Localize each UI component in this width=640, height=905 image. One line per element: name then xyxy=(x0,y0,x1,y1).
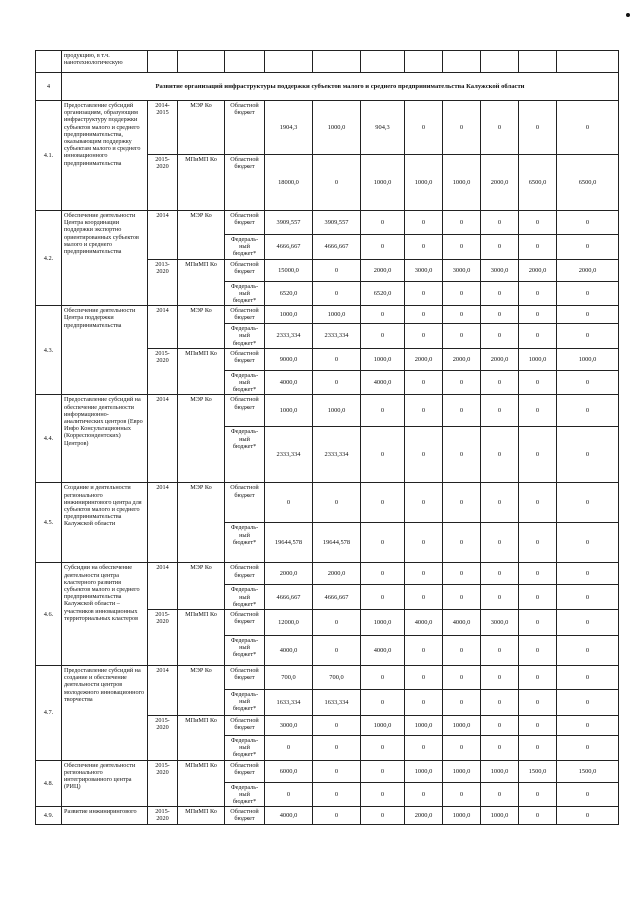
year-value-cell: 0 xyxy=(481,306,519,324)
budget-table xyxy=(35,50,619,825)
item-description: Обеспечение деятельности Центра координации поддержки экспортно ориентированных субъектов малого и среднего предпринимательства xyxy=(62,211,148,306)
year-value-cell: 0 xyxy=(361,736,405,761)
year-value-cell: 2000,0 xyxy=(481,348,519,370)
total-cell: 0 xyxy=(265,736,313,761)
executor-cell: МЭР Ко xyxy=(178,101,225,155)
funding-source-cell: Областной бюджет xyxy=(225,483,265,523)
item-description: Создание и деятельности регионального инжинирингового центра для субъектов малого и среднего предпринимательства Калужской области xyxy=(62,483,148,563)
year-value-cell: 0 xyxy=(405,483,443,523)
year-value-cell: 1000,0 xyxy=(361,610,405,636)
year-value-cell: 4000,0 xyxy=(361,636,405,666)
total-cell: 4666,667 xyxy=(265,235,313,260)
year-value-cell: 0 xyxy=(443,736,481,761)
year-value-cell: 0 xyxy=(313,807,361,824)
year-value-cell: 0 xyxy=(443,101,481,155)
period-cell: 2013-2020 xyxy=(148,259,178,306)
year-value-cell: 0 xyxy=(405,636,443,666)
year-value-cell: 1000,0 xyxy=(361,348,405,370)
year-value-cell: 3000,0 xyxy=(481,610,519,636)
year-value-cell: 0 xyxy=(481,281,519,306)
year-value-cell: 2000,0 xyxy=(481,155,519,211)
total-cell: 2333,334 xyxy=(265,427,313,483)
year-value-cell: 0 xyxy=(313,259,361,281)
year-value-cell: 0 xyxy=(519,395,557,427)
table-row xyxy=(36,563,619,585)
year-value-cell: 0 xyxy=(557,610,619,636)
funding-source-cell: Федераль-ный бюджет* xyxy=(225,636,265,666)
executor-cell: МПиМП Ко xyxy=(178,259,225,306)
period-cell: 2014 xyxy=(148,211,178,260)
year-value-cell: 0 xyxy=(557,636,619,666)
year-value-cell: 0 xyxy=(519,610,557,636)
funding-source-cell: Областной бюджет xyxy=(225,760,265,782)
period-cell: 2015-2020 xyxy=(148,716,178,761)
funding-source-cell: Федераль-ный бюджет* xyxy=(225,736,265,761)
funding-source-cell: Областной бюджет xyxy=(225,666,265,690)
year-value-cell: 0 xyxy=(443,370,481,395)
item-description: Обеспечение деятельности регионального интегрированного центра (РИЦ) xyxy=(62,760,148,807)
year-value-cell: 19644,578 xyxy=(313,523,361,563)
year-value-cell: 0 xyxy=(361,807,405,824)
year-value-cell: 0 xyxy=(481,736,519,761)
year-value-cell: 0 xyxy=(361,306,405,324)
year-value-cell: 6500,0 xyxy=(557,155,619,211)
item-description: Предоставление субсидий на обеспечение деятельности информационно-аналитических центров (Евро Инфо Консультационных (Корреспондентских) Центров) xyxy=(62,395,148,483)
executor-cell: МЭР Ко xyxy=(178,306,225,349)
year-value-cell: 0 xyxy=(519,523,557,563)
year-value-cell: 0 xyxy=(557,782,619,807)
item-number: 4.3. xyxy=(36,306,62,395)
year-value-cell: 0 xyxy=(405,427,443,483)
year-value-cell: 0 xyxy=(481,211,519,235)
year-value-cell: 0 xyxy=(557,370,619,395)
year-value-cell: 1000,0 xyxy=(443,155,481,211)
table-row-continuation xyxy=(36,51,619,73)
total-cell: 4000,0 xyxy=(265,807,313,824)
item-number: 4.4. xyxy=(36,395,62,483)
year-value-cell: 0 xyxy=(481,483,519,523)
executor-cell: МПиМП Ко xyxy=(178,610,225,666)
year-value-cell: 2333,334 xyxy=(313,324,361,349)
year-value-cell: 0 xyxy=(557,324,619,349)
year-value-cell: 0 xyxy=(519,235,557,260)
total-cell: 2333,334 xyxy=(265,324,313,349)
year-value-cell: 2000,0 xyxy=(443,348,481,370)
year-value-cell: 0 xyxy=(443,483,481,523)
year-value-cell: 0 xyxy=(519,736,557,761)
executor-cell: МЭР Ко xyxy=(178,211,225,260)
year-value-cell: 0 xyxy=(481,636,519,666)
item-description: Развитие инжинирингового xyxy=(62,807,148,824)
year-value-cell: 1000,0 xyxy=(443,760,481,782)
year-value-cell: 1500,0 xyxy=(519,760,557,782)
funding-source-cell: Областной бюджет xyxy=(225,306,265,324)
item-number: 4.2. xyxy=(36,211,62,306)
year-value-cell: 0 xyxy=(519,483,557,523)
year-value-cell: 0 xyxy=(443,523,481,563)
year-value-cell: 1000,0 xyxy=(519,348,557,370)
item-number: 4.5. xyxy=(36,483,62,563)
year-value-cell: 1000,0 xyxy=(313,395,361,427)
total-cell: 15000,0 xyxy=(265,259,313,281)
total-cell: 1000,0 xyxy=(265,306,313,324)
period-cell: 2014 xyxy=(148,395,178,483)
table-row xyxy=(36,666,619,690)
total-cell: 6000,0 xyxy=(265,760,313,782)
table-row xyxy=(36,760,619,782)
funding-source-cell: Федераль-ный бюджет* xyxy=(225,585,265,610)
year-value-cell: 0 xyxy=(313,483,361,523)
year-value-cell: 0 xyxy=(361,483,405,523)
executor-cell: МЭР Ко xyxy=(178,483,225,563)
year-value-cell: 2000,0 xyxy=(519,259,557,281)
year-value-cell: 0 xyxy=(519,324,557,349)
total-cell: 700,0 xyxy=(265,666,313,690)
year-value-cell: 0 xyxy=(313,760,361,782)
year-value-cell: 0 xyxy=(557,427,619,483)
funding-source-cell: Областной бюджет xyxy=(225,259,265,281)
year-value-cell: 1000,0 xyxy=(361,155,405,211)
year-value-cell: 1000,0 xyxy=(313,306,361,324)
year-value-cell: 6520,0 xyxy=(361,281,405,306)
year-value-cell: 0 xyxy=(443,395,481,427)
executor-cell: МПиМП Ко xyxy=(178,807,225,824)
year-value-cell: 0 xyxy=(313,636,361,666)
year-value-cell: 1500,0 xyxy=(557,760,619,782)
funding-source-cell: Областной бюджет xyxy=(225,807,265,824)
table-row xyxy=(36,395,619,427)
item-number: 4.8. xyxy=(36,760,62,807)
executor-cell: МПиМП Ко xyxy=(178,348,225,395)
year-value-cell: 0 xyxy=(557,483,619,523)
year-value-cell: 2333,334 xyxy=(313,427,361,483)
year-value-cell: 0 xyxy=(443,235,481,260)
year-value-cell: 0 xyxy=(557,736,619,761)
total-cell: 18000,0 xyxy=(265,155,313,211)
year-value-cell: 1000,0 xyxy=(481,760,519,782)
funding-source-cell: Областной бюджет xyxy=(225,348,265,370)
year-value-cell: 0 xyxy=(557,690,619,716)
item-number: 4.1. xyxy=(36,101,62,211)
total-cell: 4666,667 xyxy=(265,585,313,610)
item-number: 4.7. xyxy=(36,666,62,761)
total-cell: 2000,0 xyxy=(265,563,313,585)
year-value-cell: 1000,0 xyxy=(405,155,443,211)
year-value-cell: 0 xyxy=(313,370,361,395)
total-cell: 9000,0 xyxy=(265,348,313,370)
year-value-cell: 0 xyxy=(313,736,361,761)
year-value-cell: 1000,0 xyxy=(443,716,481,736)
funding-source-cell: Областной бюджет xyxy=(225,211,265,235)
year-value-cell: 0 xyxy=(361,666,405,690)
year-value-cell: 0 xyxy=(443,690,481,716)
year-value-cell: 0 xyxy=(443,324,481,349)
year-value-cell: 4000,0 xyxy=(405,610,443,636)
year-value-cell: 0 xyxy=(519,370,557,395)
period-cell: 2014 xyxy=(148,306,178,349)
item-description: Обеспечение деятельности Центра поддержки предпринимательства xyxy=(62,306,148,395)
period-cell: 2015-2020 xyxy=(148,807,178,824)
year-value-cell: 0 xyxy=(361,395,405,427)
item-number: 4.9. xyxy=(36,807,62,824)
year-value-cell: 0 xyxy=(519,281,557,306)
year-value-cell: 0 xyxy=(313,610,361,636)
year-value-cell: 0 xyxy=(443,281,481,306)
year-value-cell: 1000,0 xyxy=(405,760,443,782)
year-value-cell: 1000,0 xyxy=(405,716,443,736)
year-value-cell: 2000,0 xyxy=(313,563,361,585)
year-value-cell: 0 xyxy=(557,211,619,235)
year-value-cell: 0 xyxy=(405,101,443,155)
year-value-cell: 0 xyxy=(481,101,519,155)
year-value-cell: 0 xyxy=(405,211,443,235)
year-value-cell: 4666,667 xyxy=(313,235,361,260)
year-value-cell: 0 xyxy=(481,395,519,427)
year-value-cell: 0 xyxy=(557,235,619,260)
item-description: Субсидии на обеспечение деятельности центра кластерного развития субъектов малого и среднего предпринимательства Калужской области – участников инновационных территориальных кластеров xyxy=(62,563,148,666)
year-value-cell: 0 xyxy=(519,427,557,483)
year-value-cell: 0 xyxy=(405,235,443,260)
total-cell: 3000,0 xyxy=(265,716,313,736)
cell-empty xyxy=(36,51,62,73)
year-value-cell: 0 xyxy=(361,782,405,807)
year-value-cell: 0 xyxy=(519,666,557,690)
year-value-cell: 0 xyxy=(405,523,443,563)
year-value-cell: 0 xyxy=(405,782,443,807)
year-value-cell: 0 xyxy=(361,523,405,563)
period-cell: 2014-2015 xyxy=(148,101,178,155)
year-value-cell: 0 xyxy=(443,211,481,235)
year-value-cell: 0 xyxy=(405,736,443,761)
year-value-cell: 0 xyxy=(519,211,557,235)
year-value-cell: 0 xyxy=(313,716,361,736)
year-value-cell: 0 xyxy=(481,427,519,483)
year-value-cell: 0 xyxy=(405,563,443,585)
year-value-cell: 0 xyxy=(313,281,361,306)
year-value-cell: 0 xyxy=(481,690,519,716)
funding-source-cell: Федераль-ный бюджет* xyxy=(225,427,265,483)
year-value-cell: 0 xyxy=(557,306,619,324)
year-value-cell: 0 xyxy=(443,306,481,324)
year-value-cell: 0 xyxy=(481,370,519,395)
funding-source-cell: Областной бюджет xyxy=(225,563,265,585)
year-value-cell: 0 xyxy=(557,395,619,427)
total-cell: 6520,0 xyxy=(265,281,313,306)
section-title: Развитие организаций инфраструктуры поддержки субъектов малого и среднего предпринимательства Калужской области xyxy=(62,73,619,101)
year-value-cell: 0 xyxy=(361,585,405,610)
year-value-cell: 1000,0 xyxy=(557,348,619,370)
scan-dot-mark xyxy=(626,13,630,17)
period-cell: 2015-2020 xyxy=(148,155,178,211)
year-value-cell: 0 xyxy=(481,235,519,260)
year-value-cell: 0 xyxy=(405,395,443,427)
year-value-cell: 0 xyxy=(405,666,443,690)
executor-cell: МЭР Ко xyxy=(178,666,225,716)
year-value-cell: 0 xyxy=(481,666,519,690)
year-value-cell: 904,3 xyxy=(361,101,405,155)
period-cell: 2015-2020 xyxy=(148,760,178,807)
funding-source-cell: Областной бюджет xyxy=(225,155,265,211)
year-value-cell: 4000,0 xyxy=(443,610,481,636)
year-value-cell: 0 xyxy=(313,155,361,211)
funding-source-cell: Областной бюджет xyxy=(225,101,265,155)
year-value-cell: 0 xyxy=(519,690,557,716)
funding-source-cell: Федераль-ный бюджет* xyxy=(225,523,265,563)
year-value-cell: 0 xyxy=(361,563,405,585)
year-value-cell: 0 xyxy=(557,101,619,155)
year-value-cell: 0 xyxy=(361,324,405,349)
total-cell: 1904,3 xyxy=(265,101,313,155)
total-cell: 3909,557 xyxy=(265,211,313,235)
year-value-cell: 0 xyxy=(313,348,361,370)
year-value-cell: 0 xyxy=(519,585,557,610)
year-value-cell: 0 xyxy=(557,563,619,585)
total-cell: 4000,0 xyxy=(265,370,313,395)
year-value-cell: 0 xyxy=(361,235,405,260)
total-cell: 1000,0 xyxy=(265,395,313,427)
table-row xyxy=(36,483,619,523)
funding-source-cell: Федераль-ный бюджет* xyxy=(225,281,265,306)
year-value-cell: 2000,0 xyxy=(405,807,443,824)
year-value-cell: 3000,0 xyxy=(481,259,519,281)
year-value-cell: 0 xyxy=(443,666,481,690)
funding-source-cell: Областной бюджет xyxy=(225,395,265,427)
table-row xyxy=(36,306,619,324)
funding-source-cell: Федераль-ный бюджет* xyxy=(225,235,265,260)
total-cell: 0 xyxy=(265,782,313,807)
year-value-cell: 0 xyxy=(405,690,443,716)
period-cell: 2015-2020 xyxy=(148,348,178,395)
period-cell: 2014 xyxy=(148,563,178,610)
year-value-cell: 0 xyxy=(519,636,557,666)
year-value-cell: 0 xyxy=(557,807,619,824)
funding-source-cell: Областной бюджет xyxy=(225,716,265,736)
table-row xyxy=(36,807,619,824)
period-cell: 2014 xyxy=(148,483,178,563)
year-value-cell: 0 xyxy=(481,324,519,349)
year-value-cell: 0 xyxy=(519,306,557,324)
year-value-cell: 0 xyxy=(443,782,481,807)
year-value-cell: 2000,0 xyxy=(361,259,405,281)
executor-cell: МЭР Ко xyxy=(178,563,225,610)
total-cell: 1633,334 xyxy=(265,690,313,716)
executor-cell: МПиМП Ко xyxy=(178,155,225,211)
funding-source-cell: Федераль-ный бюджет* xyxy=(225,782,265,807)
year-value-cell: 0 xyxy=(519,716,557,736)
section-number: 4 xyxy=(36,73,62,101)
year-value-cell: 3909,557 xyxy=(313,211,361,235)
year-value-cell: 0 xyxy=(481,563,519,585)
funding-source-cell: Федераль-ный бюджет* xyxy=(225,370,265,395)
executor-cell: МЭР Ко xyxy=(178,395,225,483)
year-value-cell: 0 xyxy=(313,782,361,807)
year-value-cell: 0 xyxy=(557,523,619,563)
year-value-cell: 2000,0 xyxy=(405,348,443,370)
year-value-cell: 6500,0 xyxy=(519,155,557,211)
year-value-cell: 0 xyxy=(481,523,519,563)
period-cell: 2014 xyxy=(148,666,178,716)
year-value-cell: 0 xyxy=(405,281,443,306)
section-header-row xyxy=(36,73,619,101)
table-body xyxy=(36,51,619,825)
year-value-cell: 0 xyxy=(405,306,443,324)
year-value-cell: 2000,0 xyxy=(557,259,619,281)
year-value-cell: 0 xyxy=(361,211,405,235)
total-cell: 4000,0 xyxy=(265,636,313,666)
table-row xyxy=(36,211,619,235)
year-value-cell: 0 xyxy=(557,281,619,306)
period-cell: 2015-2020 xyxy=(148,610,178,666)
year-value-cell: 1000,0 xyxy=(313,101,361,155)
year-value-cell: 0 xyxy=(443,636,481,666)
table-row xyxy=(36,101,619,155)
year-value-cell: 0 xyxy=(519,563,557,585)
year-value-cell: 4000,0 xyxy=(361,370,405,395)
funding-source-cell: Федераль-ный бюджет* xyxy=(225,324,265,349)
year-value-cell: 3000,0 xyxy=(405,259,443,281)
year-value-cell: 4666,667 xyxy=(313,585,361,610)
year-value-cell: 1633,334 xyxy=(313,690,361,716)
item-number: 4.6. xyxy=(36,563,62,666)
executor-cell: МПиМП Ко xyxy=(178,760,225,807)
year-value-cell: 0 xyxy=(557,666,619,690)
year-value-cell: 0 xyxy=(557,585,619,610)
item-description: Предоставление субсидий на создание и обеспечение деятельности центров молодежного инновационного творчества xyxy=(62,666,148,761)
funding-source-cell: Федераль-ный бюджет* xyxy=(225,690,265,716)
year-value-cell: 0 xyxy=(443,585,481,610)
item-description: Предоставление субсидий организациям, образующим инфраструктуру поддержки субъектов малого и среднего предпринимательства, оказывающим поддержку субъектам малого и среднего инновационного предпринимательства xyxy=(62,101,148,211)
year-value-cell: 1000,0 xyxy=(481,807,519,824)
year-value-cell: 0 xyxy=(443,427,481,483)
total-cell: 19644,578 xyxy=(265,523,313,563)
year-value-cell: 0 xyxy=(361,760,405,782)
year-value-cell: 0 xyxy=(405,324,443,349)
year-value-cell: 3000,0 xyxy=(443,259,481,281)
year-value-cell: 0 xyxy=(519,782,557,807)
year-value-cell: 0 xyxy=(361,690,405,716)
year-value-cell: 0 xyxy=(361,427,405,483)
total-cell: 0 xyxy=(265,483,313,523)
funding-source-cell: Областной бюджет xyxy=(225,610,265,636)
year-value-cell: 0 xyxy=(557,716,619,736)
year-value-cell: 0 xyxy=(405,370,443,395)
total-cell: 12000,0 xyxy=(265,610,313,636)
year-value-cell: 700,0 xyxy=(313,666,361,690)
executor-cell: МПиМП Ко xyxy=(178,716,225,761)
year-value-cell: 0 xyxy=(481,585,519,610)
year-value-cell: 0 xyxy=(519,101,557,155)
year-value-cell: 0 xyxy=(481,716,519,736)
row-description: продукцию, в т.ч. нанотехнологическую xyxy=(62,51,148,73)
year-value-cell: 1000,0 xyxy=(361,716,405,736)
year-value-cell: 0 xyxy=(405,585,443,610)
year-value-cell: 0 xyxy=(519,807,557,824)
year-value-cell: 0 xyxy=(443,563,481,585)
year-value-cell: 1000,0 xyxy=(443,807,481,824)
year-value-cell: 0 xyxy=(481,782,519,807)
